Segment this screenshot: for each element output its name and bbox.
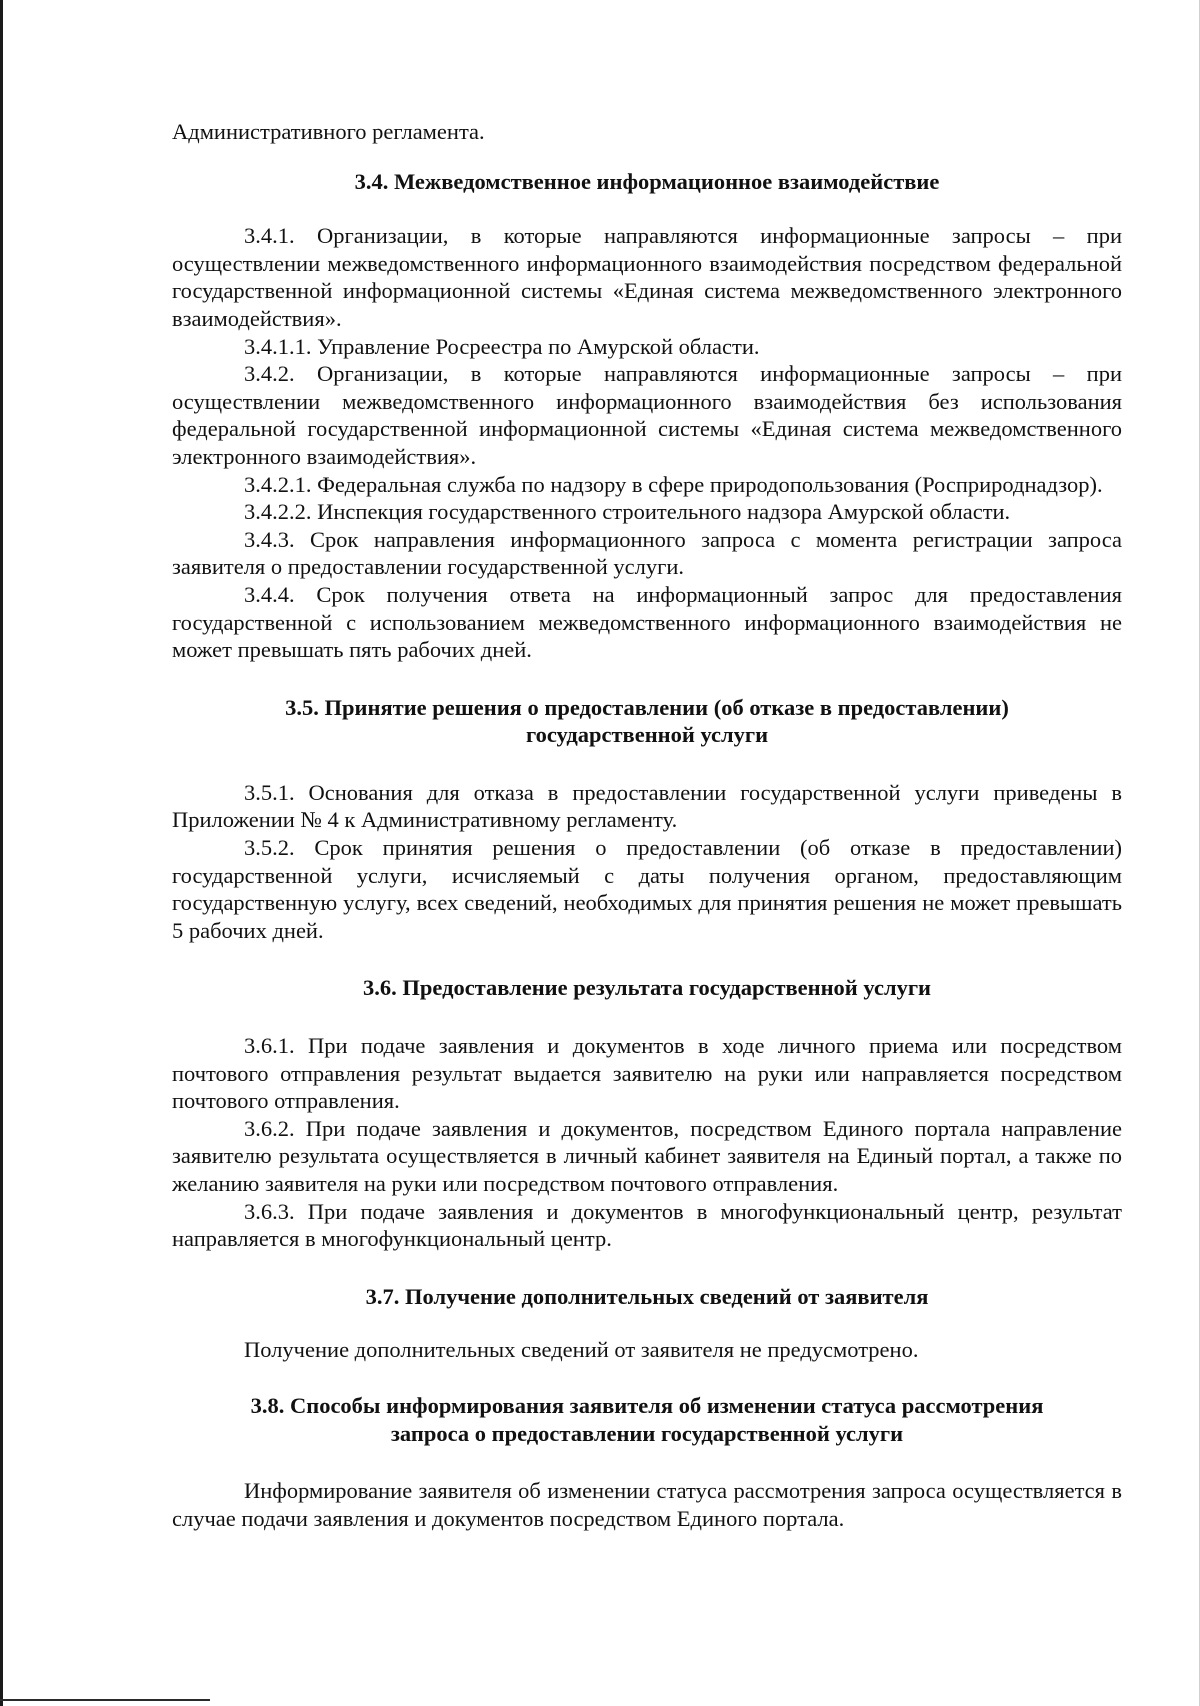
paragraph-3-4-2-2: 3.4.2.2. Инспекция государственного строительного надзора Амурской области.	[244, 499, 1011, 525]
paragraph-3-5-1: 3.5.1. Основания для отказа в предоставлении государственной услуги приведены в Приложении № 4 к Административному регламенту.	[172, 779, 1122, 833]
section-title-line: запроса о предоставлении государственной услуги	[390, 1420, 904, 1446]
section-3-5-title	[172, 694, 1122, 749]
paragraph-3-6-2: 3.6.2. При подаче заявления и документов, посредством Единого портала направление заявителю результата осуществляется в личный кабинет заявителя на Единый портал, а также по желанию заявителя на руки или посредством почтового отправления.	[172, 1115, 1122, 1196]
paragraph-3-8: Информирование заявителя об изменении статуса рассмотрения запроса осуществляется в случае подачи заявления и документов посредством Единого портала.	[172, 1478, 1122, 1531]
paragraph-3-5-2: 3.5.2. Срок принятия решения о предоставлении (об отказе в предоставлении) государственной услуги, исчисляемый с даты получения органом, предоставляющим государственную услугу, всех сведений, необходимых для принятия решения не может превышать 5 рабочих дней.	[172, 835, 1122, 943]
paragraph-3-4-1: 3.4.1. Организации, в которые направляются информационные запросы – при осуществлении межведомственного информационного взаимодействия посредством федеральной государственной информационной системы «Единая система межведомственного электронного взаимодействия».	[172, 223, 1122, 331]
document-body	[172, 118, 1122, 1532]
paragraph-3-4-4: 3.4.4. Срок получения ответа на информационный запрос для предоставления государственной с использованием межведомственного информационного взаимодействия не может превышать пять рабочих дней.	[172, 581, 1122, 663]
paragraph-3-6-1: 3.6.1. При подаче заявления и документов в ходе личного приема или посредством почтового отправления результат выдается заявителю на руки или направляется посредством почтового отправления.	[172, 1033, 1122, 1114]
section-3-4-title	[172, 168, 1122, 196]
scan-edge-left	[0, 0, 3, 1706]
section-title-line: государственной услуги	[525, 722, 769, 748]
paragraph-3-4-2-1: 3.4.2.1. Федеральная служба по надзору в сфере природопользования (Росприроднадзор).	[244, 471, 1103, 497]
section-3-8-title	[172, 1392, 1122, 1447]
section-title-line: 3.6. Предоставление результата государственной услуги	[362, 975, 931, 1001]
section-title-line: 3.7. Получение дополнительных сведений от заявителя	[365, 1283, 929, 1309]
intro-fragment: Административного регламента.	[172, 119, 485, 144]
section-title-line: 3.4. Межведомственное информационное взаимодействие	[354, 168, 940, 194]
paragraph-3-4-3: 3.4.3. Срок направления информационного запроса с момента регистрации запроса заявителя о предоставлении государственной услуги.	[172, 526, 1122, 580]
section-3-6-title	[172, 974, 1122, 1002]
section-title-line: 3.8. Способы информирования заявителя об изменении статуса рассмотрения	[250, 1392, 1044, 1418]
paragraph-3-6-3: 3.6.3. При подаче заявления и документов в многофункциональный центр, результат направляется в многофункциональный центр.	[172, 1198, 1122, 1252]
section-title-line: 3.5. Принятие решения о предоставлении (об отказе в предоставлении)	[285, 694, 1009, 720]
paragraph-3-7: Получение дополнительных сведений от заявителя не предусмотрено.	[244, 1337, 919, 1363]
paragraph-3-4-2: 3.4.2. Организации, в которые направляются информационные запросы – при осуществлении межведомственного информационного взаимодействия без использования федеральной государственной информационной системы «Единая система межведомственного электронного взаимодействия».	[172, 361, 1122, 469]
scan-edge-bottom	[0, 1699, 210, 1701]
paragraph-3-4-1-1: 3.4.1.1. Управление Росреестра по Амурской области.	[244, 333, 760, 359]
section-3-7-title	[172, 1283, 1122, 1311]
